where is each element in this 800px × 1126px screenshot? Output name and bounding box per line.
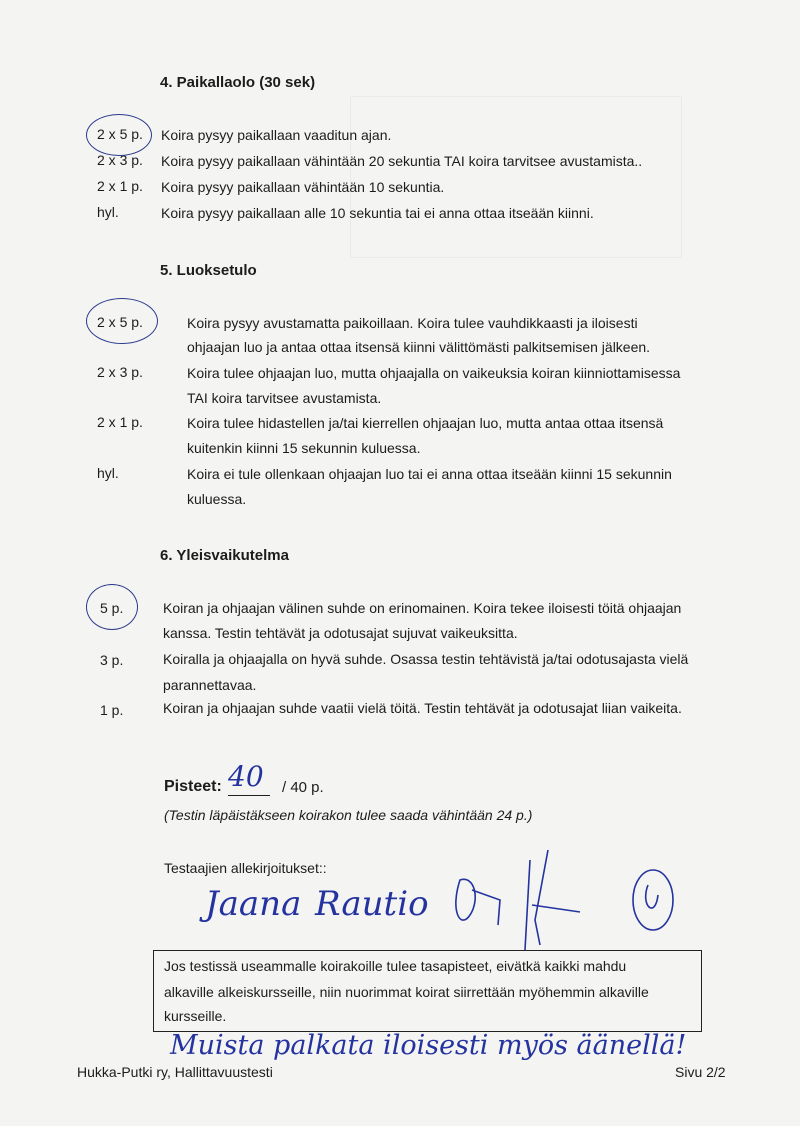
section-5-text-2b: TAI koira tarvitsee avustamista.: [187, 390, 382, 406]
signature-last-name: Rautio: [315, 884, 429, 924]
section-5-score-4: hyl.: [97, 465, 119, 481]
section-6-text-1a: Koiran ja ohjaajan välinen suhde on erinomainen. Koira tekee iloisesti töitä ohjaajan: [163, 600, 682, 616]
selection-circle-section-4: [86, 114, 152, 156]
bleed-through-box: [350, 96, 682, 258]
section-5-text-3b: kuitenkin kiinni 15 sekunnin kuluessa.: [187, 440, 421, 456]
selection-circle-section-5: [86, 298, 158, 344]
section-4-score-2: 2 x 3 p.: [97, 152, 143, 168]
section-5-title: 5. Luoksetulo: [160, 262, 257, 279]
footer-left: Hukka-Putki ry, Hallittavuustesti: [77, 1064, 273, 1080]
notice-line-2: alkaville alkeiskursseille, niin nuorimmat koirat siirrettään myöhemmin alkaville: [164, 984, 649, 1000]
selection-circle-section-6: [86, 584, 138, 630]
passing-note: (Testin läpäistäkseen koirakon tulee saada vähintään 24 p.): [164, 807, 533, 823]
signature-first-name: Jaana: [205, 884, 302, 924]
section-5-text-4a: Koira ei tule ollenkaan ohjaajan luo tai ei anna ottaa itseään kiinni 15 sekunnin: [187, 466, 672, 482]
section-5-text-3a: Koira tulee hidastellen ja/tai kierrellen ohjaajan luo, mutta antaa ottaa itsensä: [187, 415, 664, 431]
section-6-score-1: 5 p.: [100, 600, 124, 616]
section-4-score-1: 2 x 5 p.: [97, 126, 143, 142]
section-6-text-2b: parannettavaa.: [163, 677, 257, 693]
section-4-text-1: Koira pysyy paikallaan vaaditun ajan.: [161, 127, 392, 143]
section-5-text-2a: Koira tulee ohjaajan luo, mutta ohjaajalla on vaikeuksia koiran kiinniottamisessa: [187, 365, 681, 381]
section-5-score-1: 2 x 5 p.: [97, 314, 143, 330]
section-6-score-3: 1 p.: [100, 702, 124, 718]
score-label: Pisteet:: [164, 778, 222, 795]
signatures-label: Testaajien allekirjoitukset::: [164, 860, 327, 876]
notice-line-3: kursseille.: [164, 1008, 227, 1024]
section-6-text-2a: Koiralla ja ohjaajalla on hyvä suhde. Osassa testin tehtävistä ja/tai odotusajasta vielä: [163, 651, 689, 667]
handwritten-score: 40: [228, 760, 264, 793]
section-4-score-4: hyl.: [97, 204, 119, 220]
score-max: / 40 p.: [282, 779, 324, 796]
section-6-title: 6. Yleisvaikutelma: [160, 547, 289, 564]
footer-page-number: Sivu 2/2: [675, 1064, 726, 1080]
score-underline: [228, 795, 270, 796]
section-5-text-1a: Koira pysyy avustamatta paikoillaan. Koira tulee vauhdikkaasti ja iloisesti: [187, 315, 638, 331]
section-5-text-1b: ohjaajan luo ja antaa ottaa itsensä kiinni välittömästi palkitsemisen jälkeen.: [187, 339, 651, 355]
section-6-score-2: 3 p.: [100, 652, 124, 668]
section-4-text-2: Koira pysyy paikallaan vähintään 20 sekuntia TAI koira tarvitsee avustamista..: [161, 153, 643, 169]
section-5-score-2: 2 x 3 p.: [97, 364, 143, 380]
notice-box: [153, 950, 702, 1032]
handwritten-reminder: Muista palkata iloisesti myös äänellä!: [170, 1030, 687, 1061]
section-4-score-3: 2 x 1 p.: [97, 178, 143, 194]
section-5-text-4b: kuluessa.: [187, 491, 247, 507]
second-signature-scribble: [440, 850, 690, 960]
section-5-score-3: 2 x 1 p.: [97, 414, 143, 430]
section-6-text-1b: kanssa. Testin tehtävät ja odotusajat sujuvat vaikeuksitta.: [163, 625, 518, 641]
notice-line-1: Jos testissä useammalle koirakoille tulee tasapisteet, eivätkä kaikki mahdu: [164, 958, 627, 974]
section-6-text-3a: Koiran ja ohjaajan suhde vaatii vielä töitä. Testin tehtävät ja odotusajat liian vaikeita.: [163, 700, 682, 716]
section-4-text-3: Koira pysyy paikallaan vähintään 10 sekuntia.: [161, 179, 445, 195]
section-4-title: 4. Paikallaolo (30 sek): [160, 74, 316, 91]
section-4-text-4: Koira pysyy paikallaan alle 10 sekuntia tai ei anna ottaa itseään kiinni.: [161, 205, 594, 221]
